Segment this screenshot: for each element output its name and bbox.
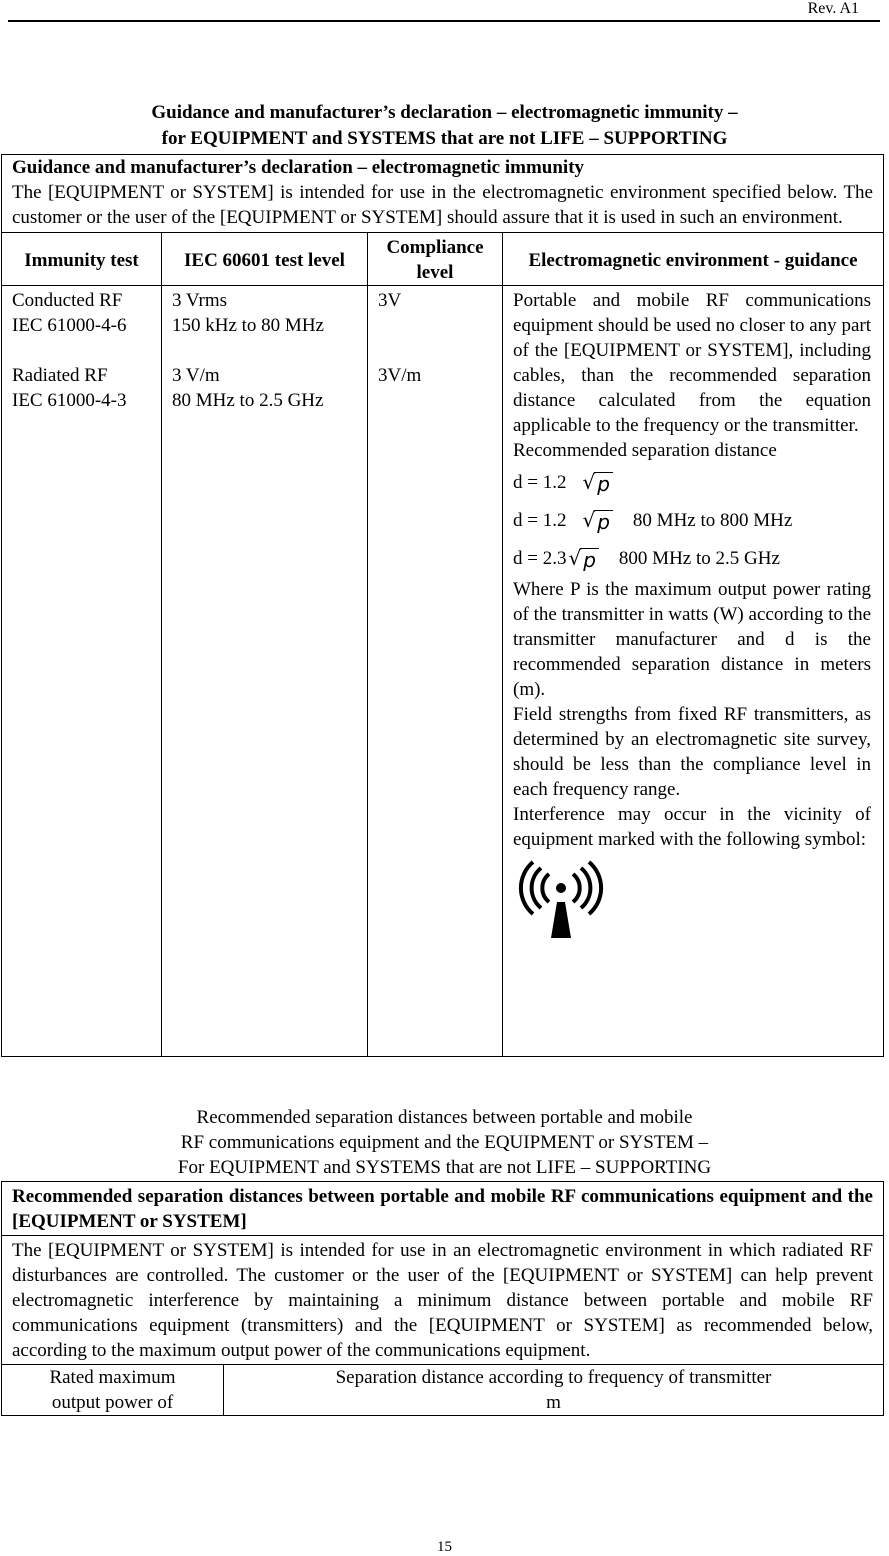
header-em-environment: Electromagnetic environment - guidance [503, 233, 884, 286]
immunity-intro-title: Guidance and manufacturer’s declaration – electromagnetic immunity [12, 157, 585, 178]
test-conducted-standard: IEC 61000-4-6 [12, 315, 127, 336]
immunity-intro-text: The [EQUIPMENT or SYSTEM] is intended for use in the electromagnetic environment specified below. The customer or the user of the [EQUIPMENT or SYSTEM] should assure that it is used in such an environment. [12, 182, 873, 228]
rated-power-header [2, 1365, 224, 1416]
sqrt-p-icon: √ p [582, 508, 612, 533]
immunity-test-cell [2, 286, 162, 1057]
section2-title-line-1: Recommended separation distances between portable and mobile [196, 1107, 693, 1128]
compliance-cell [368, 286, 503, 1057]
guidance-paragraph-4: Field strengths from fixed RF transmitters, as determined by an electromagnetic site survey, should be less than the compliance level in each frequency range. [513, 704, 871, 800]
page-number: 15 [437, 1539, 452, 1555]
formula-2-prefix: d = 1.2 [513, 509, 567, 531]
environment-guidance-cell [503, 286, 884, 1057]
formula-3 [513, 539, 871, 577]
formula-3-range: 800 MHz to 2.5 GHz [618, 547, 780, 569]
sqrt-variable: p [594, 472, 613, 495]
level-radiated-value: 3 V/m [172, 365, 220, 386]
formula-3-prefix: d = 2.3 [513, 547, 567, 569]
test-radiated-name: Radiated RF [12, 365, 108, 386]
separation-table-title: Recommended separation distances between portable and mobile RF communications equipment and the [EQUIPMENT or SYSTEM] [2, 1182, 884, 1236]
level-radiated-range: 80 MHz to 2.5 GHz [172, 390, 324, 411]
immunity-intro-cell [2, 155, 884, 233]
sqrt-variable: p [594, 510, 613, 533]
level-conducted-value: 3 Vrms [172, 290, 227, 311]
separation-distance-line-1: Separation distance according to frequency of transmitter [335, 1367, 772, 1388]
header-iec-test-level: IEC 60601 test level [162, 233, 368, 286]
non-ionizing-radiation-icon [513, 858, 871, 947]
separation-distance-unit: m [546, 1392, 561, 1413]
separation-table-text: The [EQUIPMENT or SYSTEM] is intended for use in an electromagnetic environment in which radiated RF disturbances are controlled. The customer or the user of the [EQUIPMENT or SYSTEM] can help prevent electromagnetic interference by maintaining a minimum distance between portable and mobile RF communications equipment (transmitters) and the [EQUIPMENT or SYSTEM] as recommended below, according to the maximum output power of the communications equipment. [2, 1236, 884, 1365]
test-conducted-name: Conducted RF [12, 290, 123, 311]
formula-2 [513, 501, 871, 539]
rated-power-line-1: Rated maximum [49, 1367, 176, 1388]
page-title-line-1: Guidance and manufacturer’s declaration – electromagnetic immunity – [151, 102, 738, 123]
section2-title-line-2: RF communications equipment and the EQUIPMENT or SYSTEM – [180, 1132, 709, 1153]
header-rule [8, 20, 880, 22]
header-compliance-level: Compliance level [368, 233, 503, 286]
formula-1-prefix: d = 1.2 [513, 471, 567, 493]
guidance-paragraph-5: Interference may occur in the vicinity of equipment marked with the following symbol: [513, 804, 871, 850]
sqrt-p-icon: √ p [568, 546, 598, 571]
page-title-line-2: for EQUIPMENT and SYSTEMS that are not LIFE – SUPPORTING [161, 128, 728, 149]
guidance-paragraph-3: Where P is the maximum output power rating of the transmitter in watts (W) according to the transmitter manufacturer and d is the recommended separation distance in meters (m). [513, 579, 871, 700]
compliance-conducted: 3V [378, 290, 402, 311]
formula-2-range: 80 MHz to 800 MHz [632, 509, 793, 531]
immunity-table [1, 154, 884, 1057]
sqrt-p-icon: √ p [582, 470, 612, 495]
separation-distance-header [224, 1365, 884, 1416]
section2-title-line-3: For EQUIPMENT and SYSTEMS that are not LIFE – SUPPORTING [177, 1157, 712, 1178]
test-level-cell [162, 286, 368, 1057]
guidance-paragraph-1: Portable and mobile RF communications equipment should be used no closer to any part of the [EQUIPMENT or SYSTEM], including cables, than the recommended separation distance calculated from the equation applicable to the frequency or the transmitter. [513, 290, 871, 436]
guidance-paragraph-2: Recommended separation distance [513, 440, 777, 461]
sqrt-variable: p [580, 548, 599, 571]
test-radiated-standard: IEC 61000-4-3 [12, 390, 127, 411]
compliance-radiated: 3V/m [378, 365, 422, 386]
revision-label: Rev. A1 [807, 0, 859, 17]
level-conducted-range: 150 kHz to 80 MHz [172, 315, 324, 336]
formula-1 [513, 463, 871, 501]
header-immunity-test: Immunity test [2, 233, 162, 286]
separation-table [1, 1181, 884, 1416]
rated-power-line-2: output power of [51, 1392, 174, 1413]
